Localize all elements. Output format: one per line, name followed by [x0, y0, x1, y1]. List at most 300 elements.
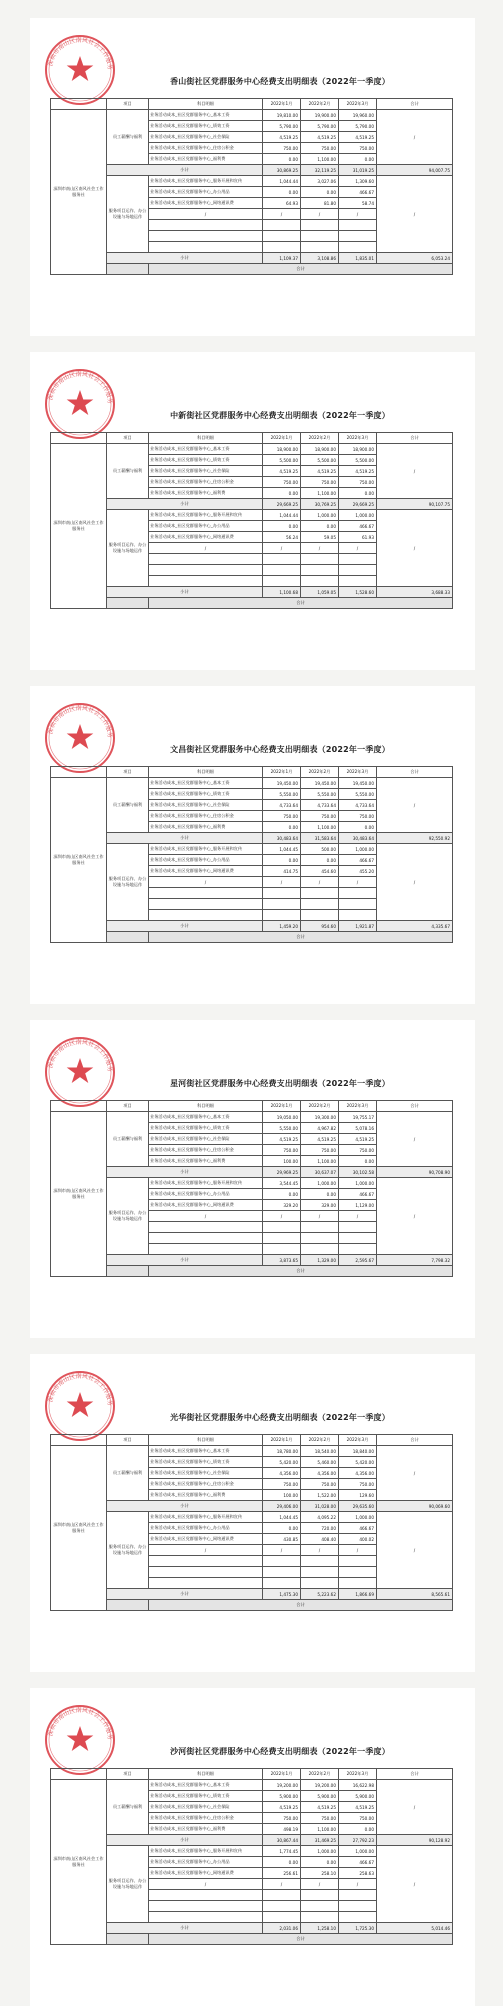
table-cell	[339, 888, 377, 899]
table-cell: /	[149, 1545, 263, 1556]
table-cell: 90,708.90	[377, 1167, 453, 1178]
table-cell	[263, 220, 301, 231]
table-cell: 0.00	[263, 154, 301, 165]
table-cell: 业务活动成本_社区党群服务中心_福利费	[149, 1490, 263, 1501]
table-cell	[149, 1901, 263, 1912]
table-cell: 1,921.87	[339, 921, 377, 932]
table-cell	[339, 1556, 377, 1567]
table-cell: 466.67	[339, 1523, 377, 1534]
table-cell: 90,107.75	[377, 499, 453, 510]
table-cell: 2022年1月	[263, 767, 301, 778]
table-cell: 4,733.64	[339, 800, 377, 811]
table-title: 沙河街社区党群服务中心经费支出明细表（2022年一季度）	[170, 1747, 390, 1756]
expense-table	[50, 1434, 453, 1611]
table-cell	[339, 910, 377, 921]
table-cell	[263, 910, 301, 921]
table-cell: 小计	[107, 253, 263, 264]
table-cell: 1,725.30	[339, 1923, 377, 1934]
stamp-text: 深圳市南山区南风社会工作服务	[47, 36, 114, 71]
table-cell: 466.67	[339, 187, 377, 198]
table-cell: 30,483.64	[263, 833, 301, 844]
table-cell: 3,688.33	[377, 587, 453, 598]
table-cell: 19,300.00	[301, 1112, 339, 1123]
table-cell: 129.60	[339, 1490, 377, 1501]
slash-cell: /	[377, 176, 453, 253]
org-name: 深圳市南山区南风社会工作服务社	[51, 1112, 107, 1277]
category-ops: 服务项目运作、办公设施与场地运作	[107, 1846, 149, 1923]
table-cell: 业务活动成本_社区党群服务中心_绩效工资	[149, 121, 263, 132]
table-cell: 30,637.07	[301, 1167, 339, 1178]
table-cell: 4,967.82	[301, 1123, 339, 1134]
table-cell: 750.00	[263, 1813, 301, 1824]
table-cell: /	[339, 1545, 377, 1556]
table-cell: 2022年2月	[301, 767, 339, 778]
table-cell: 业务活动成本_社区党群服务中心_福利费	[149, 488, 263, 499]
table-cell: 业务活动成本_社区党群服务中心_服务开展和宣传	[149, 1178, 263, 1189]
table-cell: 2022年3月	[339, 433, 377, 444]
table-cell: 58.74	[339, 198, 377, 209]
table-cell: 业务活动成本_社区党群服务中心_服务开展和宣传	[149, 1512, 263, 1523]
table-cell: 0.00	[301, 1189, 339, 1200]
table-cell: /	[149, 543, 263, 554]
table-cell: /	[301, 1545, 339, 1556]
table-cell: 5,900.00	[339, 1791, 377, 1802]
table-cell: 1,835.01	[339, 253, 377, 264]
table-cell: 业务活动成本_社区党群服务中心_住房公积金	[149, 1145, 263, 1156]
table-cell: 业务活动成本_社区党群服务中心_绩效工资	[149, 789, 263, 800]
table-cell: 1,129.00	[339, 1200, 377, 1211]
table-cell: 258.10	[301, 1868, 339, 1879]
table-cell: 业务活动成本_社区党群服务中心_绩效工资	[149, 455, 263, 466]
table-cell: 4,733.64	[263, 800, 301, 811]
table-cell: 合计	[149, 1600, 453, 1611]
table-cell: 400.02	[339, 1534, 377, 1545]
table-cell: 5,460.00	[301, 1457, 339, 1468]
table-cell: 1,475.30	[263, 1589, 301, 1600]
table-cell: 5,790.00	[339, 121, 377, 132]
table-cell: /	[263, 1879, 301, 1890]
table-cell	[149, 1244, 263, 1255]
subtotal-row	[51, 1255, 453, 1266]
expense-table	[50, 766, 453, 943]
table-cell	[339, 1890, 377, 1901]
subtotal-row	[51, 921, 453, 932]
table-cell	[263, 1912, 301, 1923]
table-row	[51, 1512, 453, 1523]
table-cell	[263, 888, 301, 899]
table-cell: 329.20	[263, 1200, 301, 1211]
table-cell: 31,583.64	[301, 833, 339, 844]
table-cell: 750.00	[263, 477, 301, 488]
table-cell: 3,544.45	[263, 1178, 301, 1189]
table-cell	[339, 1901, 377, 1912]
table-cell: 1,100.00	[301, 154, 339, 165]
table-header-row	[51, 767, 453, 778]
table-cell: 4,519.25	[263, 1802, 301, 1813]
table-cell: 0.00	[263, 187, 301, 198]
table-row	[51, 778, 453, 789]
table-title: 香山街社区党群服务中心经费支出明细表（2022年一季度）	[170, 77, 390, 86]
table-cell: 1,100.68	[263, 587, 301, 598]
table-cell: 0.00	[263, 855, 301, 866]
table-cell: 2,595.67	[339, 1255, 377, 1266]
table-cell: 1,309.60	[339, 176, 377, 187]
table-cell: 5,900.00	[263, 1791, 301, 1802]
table-cell: 业务活动成本_社区党群服务中心_办公用品	[149, 855, 263, 866]
stamp-text: 深圳市南山区南风社会工作服务	[47, 1706, 114, 1741]
table-cell: 750.00	[339, 477, 377, 488]
table-cell: 业务活动成本_社区党群服务中心_办公用品	[149, 1523, 263, 1534]
table-cell: 小计	[107, 1923, 263, 1934]
table-header-row	[51, 1769, 453, 1780]
table-cell: 小计	[107, 499, 263, 510]
table-cell: 7,798.32	[377, 1255, 453, 1266]
table-cell: 750.00	[301, 811, 339, 822]
table-cell: 59.05	[301, 532, 339, 543]
table-cell	[149, 899, 263, 910]
document-page	[30, 686, 475, 1004]
table-cell: 2022年3月	[339, 1769, 377, 1780]
table-cell	[339, 899, 377, 910]
table-cell: 业务活动成本_社区党群服务中心_住房公积金	[149, 477, 263, 488]
table-cell: 项目	[107, 1101, 149, 1112]
table-cell: 业务活动成本_社区党群服务中心_社会保险	[149, 466, 263, 477]
table-cell: 2022年1月	[263, 1769, 301, 1780]
table-cell: 1,000.00	[339, 1512, 377, 1523]
document-page	[30, 1688, 475, 2006]
table-cell: 750.00	[263, 811, 301, 822]
table-cell	[149, 242, 263, 253]
table-cell	[301, 576, 339, 587]
table-cell: 业务活动成本_社区党群服务中心_社会保险	[149, 1468, 263, 1479]
org-name: 深圳市南山区南风社会工作服务社	[51, 778, 107, 943]
table-cell: 32,119.25	[301, 165, 339, 176]
table-cell: 科目明细	[149, 1101, 263, 1112]
total-row	[51, 1266, 453, 1277]
org-name: 深圳市南山区南风社会工作服务社	[51, 1446, 107, 1611]
table-cell: 19,900.00	[301, 110, 339, 121]
table-cell: /	[339, 543, 377, 554]
slash-cell: /	[377, 1780, 453, 1835]
table-cell: 业务活动成本_社区党群服务中心_基本工资	[149, 1780, 263, 1791]
table-cell: 92,550.92	[377, 833, 453, 844]
subtotal-row	[51, 1501, 453, 1512]
table-cell: 业务活动成本_社区党群服务中心_网络通讯费	[149, 866, 263, 877]
table-cell: 业务活动成本_社区党群服务中心_住房公积金	[149, 1479, 263, 1490]
table-wrapper	[50, 766, 452, 943]
table-cell: 90,128.92	[377, 1835, 453, 1846]
table-cell: 3,873.65	[263, 1255, 301, 1266]
table-row	[51, 1446, 453, 1457]
total-row	[51, 1600, 453, 1611]
table-cell: 1,100.00	[301, 822, 339, 833]
table-cell: 5,790.00	[263, 121, 301, 132]
table-cell: /	[301, 1879, 339, 1890]
table-cell: 18,900.00	[301, 444, 339, 455]
table-cell	[301, 899, 339, 910]
total-row	[51, 264, 453, 275]
table-cell: 合计	[377, 1769, 453, 1780]
slash-cell: /	[377, 1446, 453, 1501]
table-cell: 0.00	[263, 1523, 301, 1534]
table-cell	[301, 220, 339, 231]
table-wrapper	[50, 432, 452, 609]
table-cell: 业务活动成本_社区党群服务中心_网络通讯费	[149, 198, 263, 209]
table-cell: 2022年1月	[263, 433, 301, 444]
table-cell: 1,866.69	[339, 1589, 377, 1600]
table-cell	[301, 231, 339, 242]
table-cell	[263, 576, 301, 587]
slash-cell: /	[377, 444, 453, 499]
table-cell: 90,069.60	[377, 1501, 453, 1512]
table-cell: 业务活动成本_社区党群服务中心_社会保险	[149, 1134, 263, 1145]
table-cell: 5,900.00	[301, 1791, 339, 1802]
table-cell: 业务活动成本_社区党群服务中心_福利费	[149, 154, 263, 165]
table-cell: 0.00	[263, 521, 301, 532]
table-cell: /	[339, 209, 377, 220]
table-cell	[339, 1222, 377, 1233]
table-cell: /	[301, 877, 339, 888]
table-cell: 19,810.00	[263, 110, 301, 121]
table-cell	[263, 554, 301, 565]
table-cell: /	[263, 209, 301, 220]
table-cell: 2022年3月	[339, 767, 377, 778]
table-cell: 业务活动成本_社区党群服务中心_基本工资	[149, 1446, 263, 1457]
table-cell: /	[339, 1879, 377, 1890]
table-cell: 1,000.00	[339, 844, 377, 855]
table-cell: 61.93	[339, 532, 377, 543]
table-cell: 750.00	[263, 1145, 301, 1156]
table-cell	[149, 1578, 263, 1589]
table-cell: 29,969.25	[263, 1167, 301, 1178]
table-cell	[301, 565, 339, 576]
table-cell: 合计	[377, 767, 453, 778]
table-cell	[149, 1890, 263, 1901]
table-cell: 1,000.00	[339, 1178, 377, 1189]
table-cell: /	[149, 1879, 263, 1890]
table-cell	[339, 1567, 377, 1578]
stamp-text: 深圳市南山区南风社会工作服务	[47, 1372, 114, 1407]
table-cell	[301, 242, 339, 253]
category-staff: 员工薪酬与福利	[107, 110, 149, 165]
table-cell: 19,450.00	[301, 778, 339, 789]
table-cell	[149, 220, 263, 231]
table-cell: /	[263, 877, 301, 888]
table-cell	[263, 1567, 301, 1578]
table-cell: 0.00	[339, 1824, 377, 1835]
table-cell: 455.20	[339, 866, 377, 877]
table-cell: 466.67	[339, 1189, 377, 1200]
table-cell: 2022年2月	[301, 433, 339, 444]
table-cell: 4,519.25	[339, 466, 377, 477]
stamp-text: 深圳市南山区南风社会工作服务	[47, 370, 114, 405]
table-cell: 430.85	[263, 1534, 301, 1545]
table-cell: 0.00	[263, 1857, 301, 1868]
category-staff: 员工薪酬与福利	[107, 1780, 149, 1835]
table-cell: 2022年2月	[301, 99, 339, 110]
table-header-row	[51, 1101, 453, 1112]
table-cell	[263, 1222, 301, 1233]
table-cell: 项目	[107, 1769, 149, 1780]
table-cell	[301, 1567, 339, 1578]
table-cell: 业务活动成本_社区党群服务中心_办公用品	[149, 1189, 263, 1200]
table-cell	[339, 576, 377, 587]
table-cell: /	[301, 543, 339, 554]
table-cell: 合计	[149, 1266, 453, 1277]
table-cell	[149, 576, 263, 587]
table-cell: 750.00	[339, 811, 377, 822]
category-staff: 员工薪酬与福利	[107, 444, 149, 499]
org-name: 深圳市南山区南风社会工作服务社	[51, 1780, 107, 1945]
table-cell: 64.93	[263, 198, 301, 209]
table-cell: 750.00	[301, 1479, 339, 1490]
table-cell: 19,200.00	[263, 1780, 301, 1791]
table-cell: 合计	[377, 433, 453, 444]
table-cell: 18,780.00	[263, 1446, 301, 1457]
subtotal-row	[51, 1589, 453, 1600]
table-cell: 2022年1月	[263, 1435, 301, 1446]
table-cell: 5,550.00	[263, 789, 301, 800]
table-cell: 4,335.67	[377, 921, 453, 932]
table-cell: 小计	[107, 1167, 263, 1178]
table-cell: 业务活动成本_社区党群服务中心_住房公积金	[149, 1813, 263, 1824]
table-cell: 750.00	[263, 143, 301, 154]
table-cell: 业务活动成本_社区党群服务中心_住房公积金	[149, 143, 263, 154]
table-cell: 合计	[149, 598, 453, 609]
table-wrapper	[50, 1768, 452, 1945]
table-cell	[263, 1901, 301, 1912]
table-cell: 4,519.25	[263, 466, 301, 477]
category-ops: 服务项目运作、办公设施与场地运作	[107, 510, 149, 587]
table-cell	[263, 1556, 301, 1567]
table-cell: 业务活动成本_社区党群服务中心_网络通讯费	[149, 1868, 263, 1879]
table-cell	[301, 1890, 339, 1901]
table-cell: /	[149, 877, 263, 888]
table-title: 文昌街社区党群服务中心经费支出明细表（2022年一季度）	[170, 745, 390, 754]
table-cell: 合计	[377, 1101, 453, 1112]
table-cell: 业务活动成本_社区党群服务中心_福利费	[149, 1156, 263, 1167]
table-row	[51, 510, 453, 521]
table-cell: 0.00	[301, 187, 339, 198]
table-cell: /	[339, 1211, 377, 1222]
table-cell: 1,044.45	[263, 1512, 301, 1523]
table-cell: 466.67	[339, 1857, 377, 1868]
table-cell: 5,420.00	[339, 1457, 377, 1468]
table-cell: 科目明细	[149, 1769, 263, 1780]
table-cell: 1,522.00	[301, 1490, 339, 1501]
category-staff: 员工薪酬与福利	[107, 778, 149, 833]
table-cell	[263, 1233, 301, 1244]
table-cell	[263, 1890, 301, 1901]
table-cell: 1,044.44	[263, 176, 301, 187]
table-cell: 小计	[107, 165, 263, 176]
table-cell: 5,500.00	[301, 455, 339, 466]
table-cell: 项目	[107, 433, 149, 444]
table-cell: 2022年1月	[263, 99, 301, 110]
table-cell	[339, 554, 377, 565]
table-cell	[301, 1222, 339, 1233]
table-cell	[263, 242, 301, 253]
subtotal-row	[51, 833, 453, 844]
table-cell: 2022年1月	[263, 1101, 301, 1112]
table-cell: 2022年3月	[339, 1101, 377, 1112]
table-cell: 1,329.00	[301, 1255, 339, 1266]
slash-cell: /	[377, 1112, 453, 1167]
table-cell	[149, 1567, 263, 1578]
table-cell: 31,019.25	[339, 165, 377, 176]
table-cell: 0.00	[263, 1189, 301, 1200]
table-cell: 合计	[377, 99, 453, 110]
table-cell: 合计	[149, 932, 453, 943]
table-cell: 业务活动成本_社区党群服务中心_绩效工资	[149, 1457, 263, 1468]
table-header-row	[51, 433, 453, 444]
table-cell: 30,483.64	[339, 833, 377, 844]
slash-cell: /	[377, 1512, 453, 1589]
table-cell	[263, 231, 301, 242]
table-cell: 750.00	[301, 477, 339, 488]
table-cell: 329.00	[301, 1200, 339, 1211]
total-row	[51, 1934, 453, 1945]
table-cell: 31,028.00	[301, 1501, 339, 1512]
table-cell: 18,540.00	[301, 1446, 339, 1457]
table-cell: 500.00	[301, 844, 339, 855]
table-cell	[149, 1912, 263, 1923]
table-cell	[149, 565, 263, 576]
table-wrapper	[50, 1434, 452, 1611]
table-row	[51, 110, 453, 121]
table-cell: 5,550.00	[263, 1123, 301, 1134]
table-cell: 项目	[107, 99, 149, 110]
table-cell: 3,108.86	[301, 253, 339, 264]
document-page	[30, 1020, 475, 1338]
table-cell	[263, 565, 301, 576]
table-wrapper	[50, 1100, 452, 1277]
expense-table	[50, 1100, 453, 1277]
table-cell: 业务活动成本_社区党群服务中心_服务开展和宣传	[149, 510, 263, 521]
table-cell: 30,869.25	[263, 165, 301, 176]
table-cell	[339, 1233, 377, 1244]
table-cell: 18,840.00	[339, 1446, 377, 1457]
table-cell: 1,000.00	[301, 1846, 339, 1857]
table-cell: 27,792.23	[339, 1835, 377, 1846]
table-cell: 业务活动成本_社区党群服务中心_服务开展和宣传	[149, 1846, 263, 1857]
subtotal-row	[51, 165, 453, 176]
table-cell: 0.00	[301, 521, 339, 532]
table-cell: 4,095.22	[301, 1512, 339, 1523]
document-page	[30, 18, 475, 336]
table-cell	[149, 1222, 263, 1233]
table-cell: 29,669.25	[263, 499, 301, 510]
table-cell	[301, 1578, 339, 1589]
table-cell: 750.00	[339, 1479, 377, 1490]
table-cell: 业务活动成本_社区党群服务中心_服务开展和宣传	[149, 176, 263, 187]
table-cell: 19,960.00	[339, 110, 377, 121]
table-cell: 4,519.25	[263, 132, 301, 143]
table-cell: 0.00	[339, 1156, 377, 1167]
table-cell: 小计	[107, 1835, 263, 1846]
table-cell: 5,550.00	[339, 789, 377, 800]
table-header-row	[51, 99, 453, 110]
table-cell: 4,519.25	[339, 132, 377, 143]
table-cell: 4,519.25	[339, 1134, 377, 1145]
table-cell	[263, 1244, 301, 1255]
category-ops: 服务项目运作、办公设施与场地运作	[107, 844, 149, 921]
table-row	[51, 1780, 453, 1791]
table-cell: 19,450.00	[263, 778, 301, 789]
table-cell: 科目明细	[149, 99, 263, 110]
table-cell: 1,459.20	[263, 921, 301, 932]
table-cell: 4,519.25	[301, 466, 339, 477]
